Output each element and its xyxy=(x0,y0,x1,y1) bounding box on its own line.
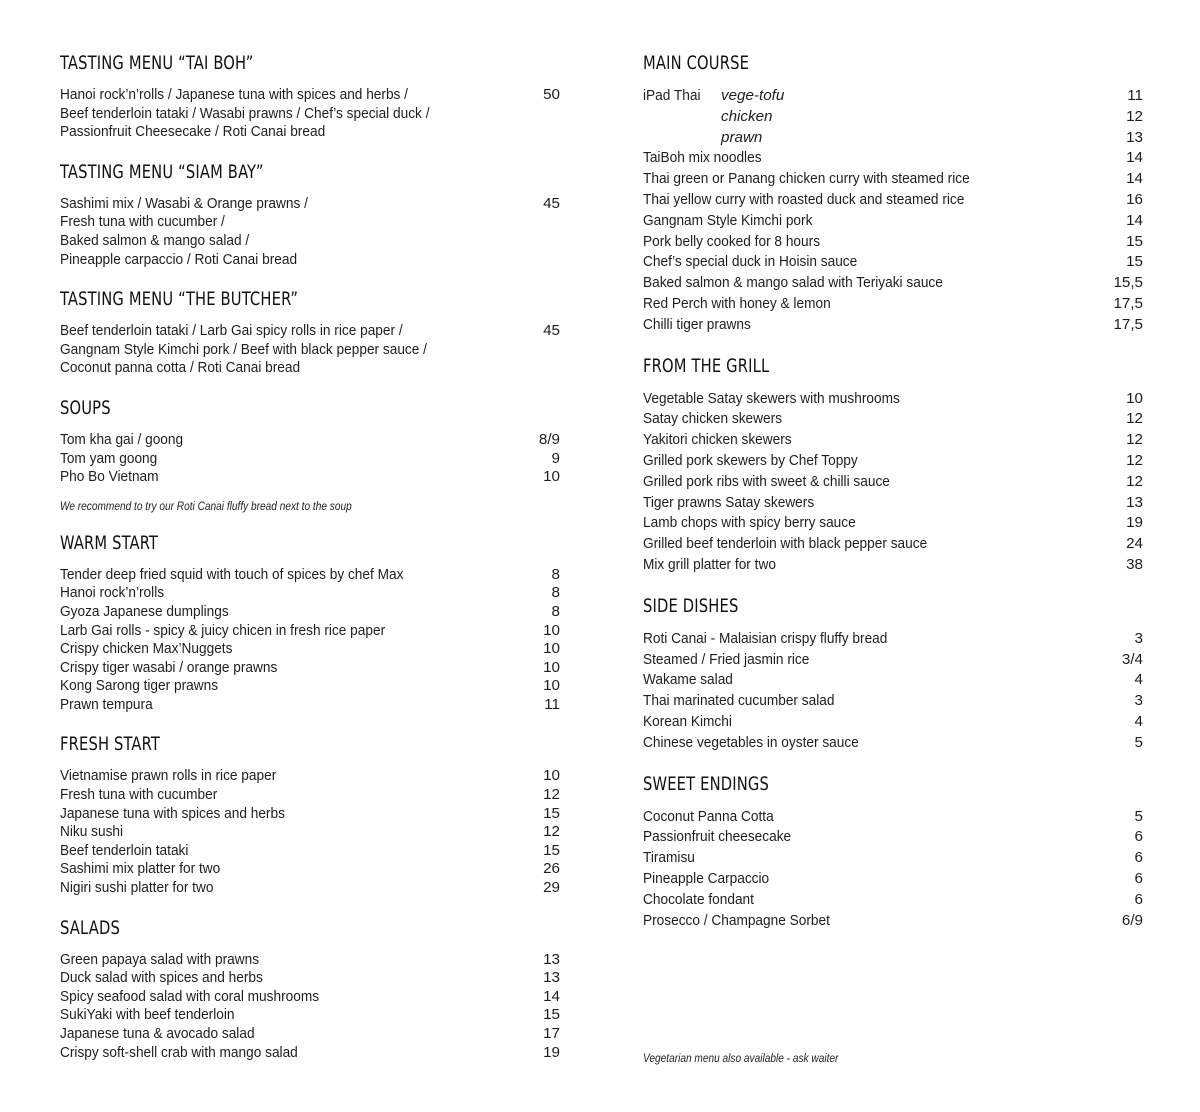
menu-item xyxy=(60,1044,560,1063)
item-price: 50 xyxy=(543,86,560,103)
menu-item-ipad-thai xyxy=(643,86,1143,148)
section-title: SIDE DISHES xyxy=(643,594,739,617)
left-column xyxy=(60,50,560,1079)
item-name: Crispy soft-shell crab with mango salad xyxy=(60,1043,298,1061)
description-line: Beef tenderloin tataki / Larb Gai spicy rolls in rice paper / xyxy=(60,322,403,340)
section-main-course xyxy=(643,50,1143,336)
menu-item xyxy=(643,169,1143,190)
section-title: SOUPS xyxy=(60,396,111,419)
variant-list xyxy=(721,86,784,148)
item-price: 24 xyxy=(1126,535,1143,553)
menu-item xyxy=(60,468,560,487)
menu-item xyxy=(643,451,1143,472)
item-price: 9 xyxy=(551,449,560,467)
item-price: 16 xyxy=(1126,190,1143,208)
tasting-menu-row xyxy=(60,322,560,378)
item-name: Korean Kimchi xyxy=(643,712,732,730)
menu-item xyxy=(60,988,560,1007)
description-line: Fresh tuna with cucumber / xyxy=(60,213,225,231)
item-name: Tender deep fried squid with touch of spices by chef Max xyxy=(60,565,404,583)
menu-item xyxy=(643,513,1143,534)
menu-item xyxy=(60,640,560,659)
menu-item xyxy=(60,566,560,585)
description-line: Hanoi rock’n’rolls / Japanese tuna with spices and herbs / xyxy=(60,86,408,103)
variant-price: 12 xyxy=(1126,107,1143,125)
item-price: 6 xyxy=(1134,828,1143,846)
item-price: 6 xyxy=(1134,869,1143,887)
item-price: 10 xyxy=(543,677,560,695)
item-name: Beef tenderloin tataki xyxy=(60,841,189,859)
item-price: 15 xyxy=(543,1006,560,1024)
menu-item xyxy=(643,493,1143,514)
item-name: Prawn tempura xyxy=(60,695,153,713)
description-line: Sashimi mix / Wasabi & Orange prawns / xyxy=(60,194,308,212)
item-name: Chilli tiger prawns xyxy=(643,315,751,333)
item-name: Mix grill platter for two xyxy=(643,555,776,573)
item-price: 12 xyxy=(1126,410,1143,428)
menu-item xyxy=(643,807,1143,828)
tasting-menu-row xyxy=(60,195,560,269)
menu-item xyxy=(643,869,1143,890)
item-name: Crispy chicken Max’Nuggets xyxy=(60,640,233,658)
item-price: 10 xyxy=(543,658,560,676)
menu-item xyxy=(60,696,560,715)
section-title: FRESH START xyxy=(60,733,161,756)
menu-item xyxy=(643,911,1143,932)
section-title: SWEET ENDINGS xyxy=(643,772,769,795)
item-name: Gangnam Style Kimchi pork xyxy=(643,211,813,229)
item-name: Satay chicken skewers xyxy=(643,410,783,428)
section-title: WARM START xyxy=(60,531,159,554)
right-column xyxy=(643,50,1143,948)
tasting-menu-the-butcher xyxy=(60,286,560,378)
item-name: Gyoza Japanese dumplings xyxy=(60,602,229,620)
item-price: 6 xyxy=(1134,849,1143,867)
item-name: Duck salad with spices and herbs xyxy=(60,969,263,987)
item-price: 26 xyxy=(543,860,560,878)
menu-item xyxy=(643,629,1143,650)
item-name: Lamb chops with spicy berry sauce xyxy=(643,514,856,532)
item-price: 12 xyxy=(543,823,560,841)
menu-item xyxy=(643,670,1143,691)
menu-item xyxy=(643,712,1143,733)
item-price: 15,5 xyxy=(1113,274,1143,292)
item-price: 6 xyxy=(1134,890,1143,908)
item-price: 15 xyxy=(1126,232,1143,250)
item-price: 5 xyxy=(1134,733,1143,751)
item-name: Pho Bo Vietnam xyxy=(60,468,159,486)
item-name: Green papaya salad with prawns xyxy=(60,950,260,968)
item-price: 5 xyxy=(1134,807,1143,825)
item-price: 11 xyxy=(544,695,560,713)
item-price: 15 xyxy=(543,841,560,859)
menu-item xyxy=(643,848,1143,869)
item-price: 10 xyxy=(543,468,560,486)
item-name: Grilled pork ribs with sweet & chilli sauce xyxy=(643,472,890,490)
menu-item xyxy=(643,190,1143,211)
item-name: Niku sushi xyxy=(60,823,124,841)
item-name: Tiger prawns Satay skewers xyxy=(643,493,815,511)
description-line: Gangnam Style Kimchi pork / Beef with black pepper sauce / xyxy=(60,340,427,358)
menu-item xyxy=(643,294,1143,315)
menu-items xyxy=(60,566,560,715)
menu-item xyxy=(643,252,1143,273)
item-price: 15 xyxy=(1126,253,1143,271)
menu-items xyxy=(60,431,560,487)
item-price: 12 xyxy=(1126,472,1143,490)
item-name: Grilled pork skewers by Chef Toppy xyxy=(643,451,858,469)
item-price: 10 xyxy=(543,621,560,639)
description-line: Baked salmon & mango salad / xyxy=(60,231,250,249)
tasting-menu-description xyxy=(60,322,427,378)
item-name: Crispy tiger wasabi / orange prawns xyxy=(60,658,278,676)
section-warm-start xyxy=(60,530,560,715)
item-name: Thai yellow curry with roasted duck and steamed rice xyxy=(643,190,965,208)
item-price: 8 xyxy=(551,602,560,620)
item-price: 14 xyxy=(1126,149,1143,167)
item-name: Sashimi mix platter for two xyxy=(60,860,221,878)
menu-item xyxy=(643,472,1143,493)
description-line: Passionfruit Cheesecake / Roti Canai bread xyxy=(60,123,326,141)
item-name: Yakitori chicken skewers xyxy=(643,431,792,449)
tasting-menu-tai-boh xyxy=(60,50,560,142)
section-side-dishes xyxy=(643,593,1143,754)
menu-item xyxy=(60,677,560,696)
tasting-menu-siam-bay xyxy=(60,159,560,269)
item-name: SukiYaki with beef tenderloin xyxy=(60,1006,235,1024)
menu-item xyxy=(60,969,560,988)
item-price: 13 xyxy=(1126,493,1143,511)
item-name: Pineapple Carpaccio xyxy=(643,869,770,887)
item-price: 17,5 xyxy=(1113,294,1143,312)
item-price: 8/9 xyxy=(538,430,560,448)
menu-item xyxy=(60,431,560,450)
item-name: Chocolate fondant xyxy=(643,890,754,908)
item-price: 4 xyxy=(1134,712,1143,730)
item-name: Hanoi rock’n’rolls xyxy=(60,584,165,602)
item-price: 6/9 xyxy=(1121,911,1143,929)
menu-items xyxy=(643,629,1143,754)
item-name: Chef’s special duck in Hoisin sauce xyxy=(643,253,858,271)
variant-name: prawn xyxy=(721,128,763,146)
menu-item xyxy=(643,211,1143,232)
item-name: Fresh tuna with cucumber xyxy=(60,786,218,804)
item-price: 10 xyxy=(543,767,560,785)
tasting-menu-description xyxy=(60,86,429,142)
item-name: Kong Sarong tiger prawns xyxy=(60,677,219,695)
item-price: 29 xyxy=(543,879,560,897)
menu-item xyxy=(60,842,560,861)
section-salads xyxy=(60,915,560,1063)
item-name: Thai marinated cucumber salad xyxy=(643,692,835,710)
menu-item xyxy=(643,430,1143,451)
menu-item xyxy=(643,733,1143,754)
item-name: Coconut Panna Cotta xyxy=(643,807,774,825)
item-name: Nigiri sushi platter for two xyxy=(60,879,214,897)
section-soups xyxy=(60,395,560,513)
section-from-the-grill xyxy=(643,353,1143,576)
item-name: Tom yam goong xyxy=(60,449,158,467)
menu-item xyxy=(643,389,1143,410)
item-name: Tom kha gai / goong xyxy=(60,430,184,448)
variant-name: vege-tofu xyxy=(721,87,785,104)
item-name: Japanese tuna with spices and herbs xyxy=(60,804,285,822)
menu-item xyxy=(60,659,560,678)
section-title: MAIN COURSE xyxy=(643,52,750,74)
section-title: TASTING MENU “SIAM BAY” xyxy=(60,160,264,183)
item-price: 12 xyxy=(1126,431,1143,449)
ipad-thai-options xyxy=(643,86,784,148)
item-name: Wakame salad xyxy=(643,671,733,689)
item-name: Spicy seafood salad with coral mushrooms xyxy=(60,987,320,1005)
menu-item xyxy=(60,450,560,469)
item-name: Steamed / Fried jasmin rice xyxy=(643,650,810,668)
menu-item xyxy=(643,273,1143,294)
menu-item xyxy=(60,622,560,641)
item-price: 3 xyxy=(1134,692,1143,710)
item-price: 10 xyxy=(543,640,560,658)
menu-items xyxy=(60,951,560,1063)
section-title: TASTING MENU “THE BUTCHER” xyxy=(60,288,299,311)
description-line: Coconut panna cotta / Roti Canai bread xyxy=(60,359,301,377)
item-price: 15 xyxy=(543,804,560,822)
menu-items xyxy=(643,86,1143,336)
item-name: Vegetable Satay skewers with mushrooms xyxy=(643,389,900,407)
item-price: 3 xyxy=(1134,629,1143,647)
item-price: 45 xyxy=(543,194,560,212)
menu-items xyxy=(643,389,1143,576)
item-price: 8 xyxy=(551,584,560,602)
section-title: FROM THE GRILL xyxy=(643,354,770,377)
menu-item xyxy=(643,534,1143,555)
item-price: 13 xyxy=(543,969,560,987)
item-price: 10 xyxy=(1126,389,1143,407)
item-name: TaiBoh mix noodles xyxy=(643,149,762,167)
item-name: Prosecco / Champagne Sorbet xyxy=(643,911,830,929)
section-title: SALADS xyxy=(60,916,120,939)
tasting-menu-description xyxy=(60,195,308,269)
item-price: 14 xyxy=(1126,170,1143,188)
item-name: Japanese tuna & avocado salad xyxy=(60,1025,255,1042)
item-name: Grilled beef tenderloin with black pepper sauce xyxy=(643,535,928,553)
menu-item xyxy=(643,827,1143,848)
section-title: TASTING MENU “TAI BOH” xyxy=(60,52,254,74)
vegetarian-note: Vegetarian menu also available - ask waiter xyxy=(643,1053,839,1065)
menu-item xyxy=(60,860,560,879)
menu-item xyxy=(643,650,1143,671)
item-price: 14 xyxy=(1126,211,1143,229)
menu-item xyxy=(60,879,560,898)
variant-price: 13 xyxy=(1126,128,1143,146)
item-price: 8 xyxy=(551,565,560,583)
item-price: 19 xyxy=(1126,514,1143,532)
variant-price: 11 xyxy=(1127,87,1143,104)
menu-item xyxy=(60,951,560,970)
item-price: 12 xyxy=(543,786,560,804)
menu-item xyxy=(60,767,560,786)
menu-item xyxy=(60,1025,560,1044)
item-name: iPad Thai xyxy=(643,87,701,104)
item-name: Roti Canai - Malaisian crispy fluffy bread xyxy=(643,629,888,647)
menu-item xyxy=(60,584,560,603)
menu-item xyxy=(60,786,560,805)
description-line: Beef tenderloin tataki / Wasabi prawns / Chef’s special duck / xyxy=(60,104,430,122)
item-name: Larb Gai rolls - spicy & juicy chicen in fresh rice paper xyxy=(60,621,386,639)
item-price: 17,5 xyxy=(1113,315,1143,333)
menu-item xyxy=(643,409,1143,430)
item-name: Passionfruit cheesecake xyxy=(643,828,792,846)
item-price: 12 xyxy=(1126,451,1143,469)
section-fresh-start xyxy=(60,731,560,897)
menu-items xyxy=(643,807,1143,932)
menu-item xyxy=(643,148,1143,169)
menu-item xyxy=(60,823,560,842)
menu-item xyxy=(643,315,1143,336)
item-price: 17 xyxy=(543,1025,560,1042)
item-price: 13 xyxy=(543,950,560,968)
menu-item xyxy=(60,1006,560,1025)
section-sweet-endings xyxy=(643,771,1143,932)
item-name: Vietnamise prawn rolls in rice paper xyxy=(60,767,277,785)
item-price: 4 xyxy=(1134,671,1143,689)
item-name: Red Perch with honey & lemon xyxy=(643,294,831,312)
item-name: Chinese vegetables in oyster sauce xyxy=(643,733,859,751)
item-price: 14 xyxy=(543,987,560,1005)
menu-item xyxy=(643,232,1143,253)
item-price: 3/4 xyxy=(1121,650,1143,668)
soup-note: We recommend to try our Roti Canai fluffy bread next to the soup xyxy=(60,500,352,513)
item-price: 19 xyxy=(543,1043,560,1061)
variant-prices xyxy=(1126,86,1143,148)
item-name: Thai green or Panang chicken curry with steamed rice xyxy=(643,170,970,188)
item-name: Pork belly cooked for 8 hours xyxy=(643,232,821,250)
menu-item xyxy=(643,691,1143,712)
description-line: Pineapple carpaccio / Roti Canai bread xyxy=(60,250,298,268)
menu-item xyxy=(60,603,560,622)
item-price: 45 xyxy=(543,322,560,340)
item-name: Tiramisu xyxy=(643,849,695,867)
menu-item xyxy=(60,805,560,824)
menu-items xyxy=(60,767,560,897)
menu-item xyxy=(643,890,1143,911)
tasting-menu-row xyxy=(60,86,560,142)
item-price: 38 xyxy=(1126,555,1143,573)
item-name: Baked salmon & mango salad with Teriyaki sauce xyxy=(643,274,943,292)
menu-item xyxy=(643,555,1143,576)
variant-name: chicken xyxy=(721,107,773,125)
